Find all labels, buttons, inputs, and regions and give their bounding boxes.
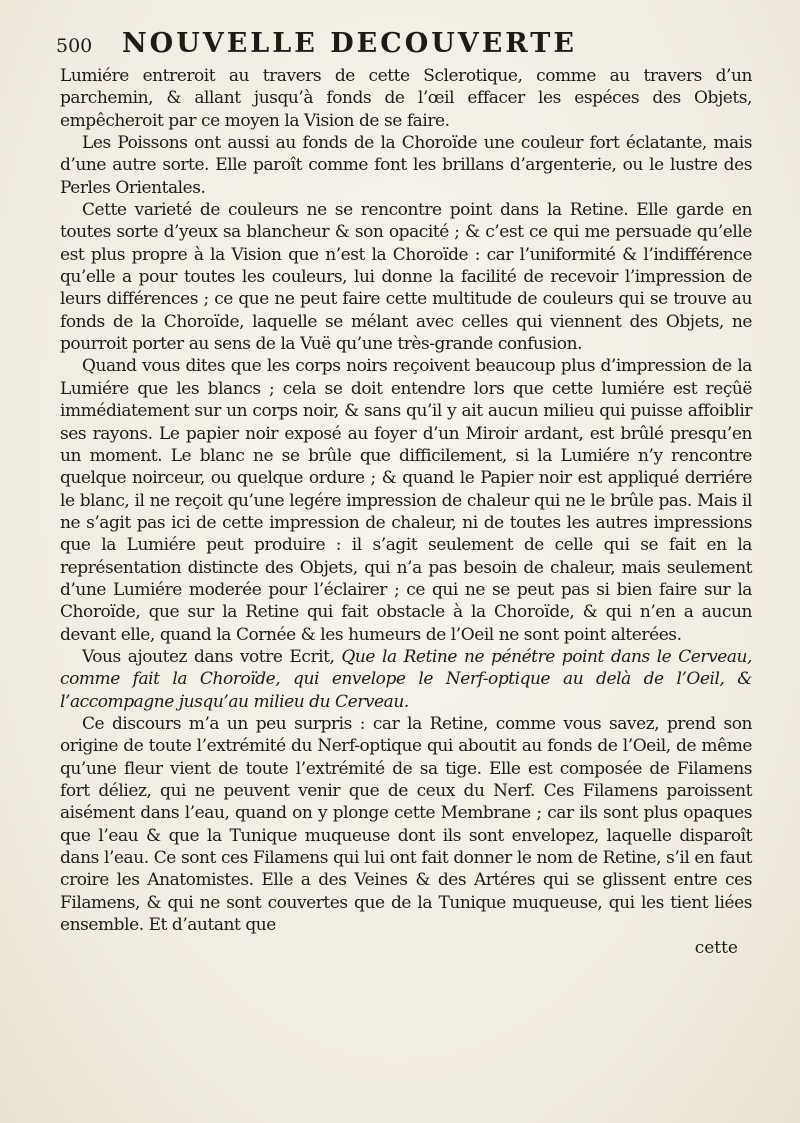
- catchword: cette: [694, 938, 738, 959]
- page-number: 500: [56, 35, 93, 57]
- paragraph: Cette varieté de couleurs ne se rencontre point dans la Retine. Elle garde en toutes sorte d’yeux sa blancheur & son opacité ; & c’est ce qui me persuade qu’elle est plus propre à la Vision que n’est la Choroïde : car l’uniformité & l’indifférence qu’elle a pour toutes les couleurs, lui donne la facilité de recevoir l’impression de leurs différences ; ce que ne peut faire cette multitude de couleurs qui se trouve au fonds de la Choroïde, laquelle se mélant avec celles qui viennent des Objets, ne pourroit porter au sens de la Vuë qu’une très-grande confusion.: [60, 200, 752, 355]
- paragraph: Ce discours m’a un peu surpris : car la Retine, comme vous savez, prend son origine de toute l’extrémité du Nerf-optique qui aboutit au fonds de l’Oeil, de même qu’une fleur vient de toute l’extrémité de sa tige. Elle est composée de Filamens fort déliez, qui ne peuvent venir que de ceux du Nerf. Ces Filamens paroissent aisément dans l’eau, quand on y plonge cette Membrane ; car ils sont plus opaques que l’eau & que la Tunique muqueuse dont ils sont envelopez, laquelle disparoît dans l’eau. Ce sont ces Filamens qui lui ont fait donner le nom de Retine, s’il en faut croire les Anatomistes. Elle a des Veines & des Artéres qui se glissent entre ces Filamens, & qui ne sont couvertes que de la Tunique muqueuse, qui les tient liées ensemble. Et d’autant que: [60, 713, 752, 936]
- page-header: [50, 28, 752, 59]
- paragraph-text: Vous ajoutez dans votre Ecrit,: [82, 646, 342, 667]
- italic-quotation: Que la Retine ne pénétre point dans le Cerveau, comme fait la Choroïde, qui envelope le Nerf-optique au delà de l’Oeil, & l’accompagne jusqu’au milieu du Cerveau.: [60, 646, 752, 712]
- running-title: NOUVELLE DECOUVERTE: [122, 28, 577, 59]
- paragraph: Quand vous dites que les corps noirs reçoivent beaucoup plus d’impression de la Lumiére que les blancs ; cela se doit entendre lors que cette lumiére est reçûë immédiatement sur un corps noir, & sans qu’il y ait aucun milieu qui puisse affoiblir ses rayons. Le papier noir exposé au foyer d’un Miroir ardant, est brûlé presqu’en un moment. Le blanc ne se brûle que difficilement, si la Lumiére n’y rencontre quelque noirceur, ou quelque ordure ; & quand le Papier noir est appliqué derriére le blanc, il ne reçoit qu’une legére impression de chaleur qui ne le brûle pas. Mais il ne s’agit pas ici de cette impression de chaleur, ni de toutes les autres impressions que la Lumiére peut produire : il s’agit seulement de celle qui se fait en la représentation distincte des Objets, qui n’a pas besoin de chaleur, mais seulement d’une Lumiére moderée pour l’éclairer ; ce qui ne se peut pas si bien faire sur la Choroïde, que sur la Retine qui fait obstacle à la Choroïde, & qui n’en a aucun devant elle, quand la Cornée & les humeurs de l’Oeil ne sont point alterées.: [60, 356, 752, 645]
- paragraph: Lumiére entreroit au travers de cette Sclerotique, comme au travers d’un parchemin, & allant jusqu’à fonds de l’œil effacer les espéces des Objets, empêcheroit par ce moyen la Vision de se faire.: [60, 66, 752, 131]
- body-text: [60, 65, 752, 936]
- paragraph-with-quote: [60, 646, 752, 713]
- paragraph: Les Poissons ont aussi au fonds de la Choroïde une couleur fort éclatante, mais d’une autre sorte. Elle paroît comme font les brillans d’argenterie, ou le lustre des Perles Orientales.: [60, 133, 752, 198]
